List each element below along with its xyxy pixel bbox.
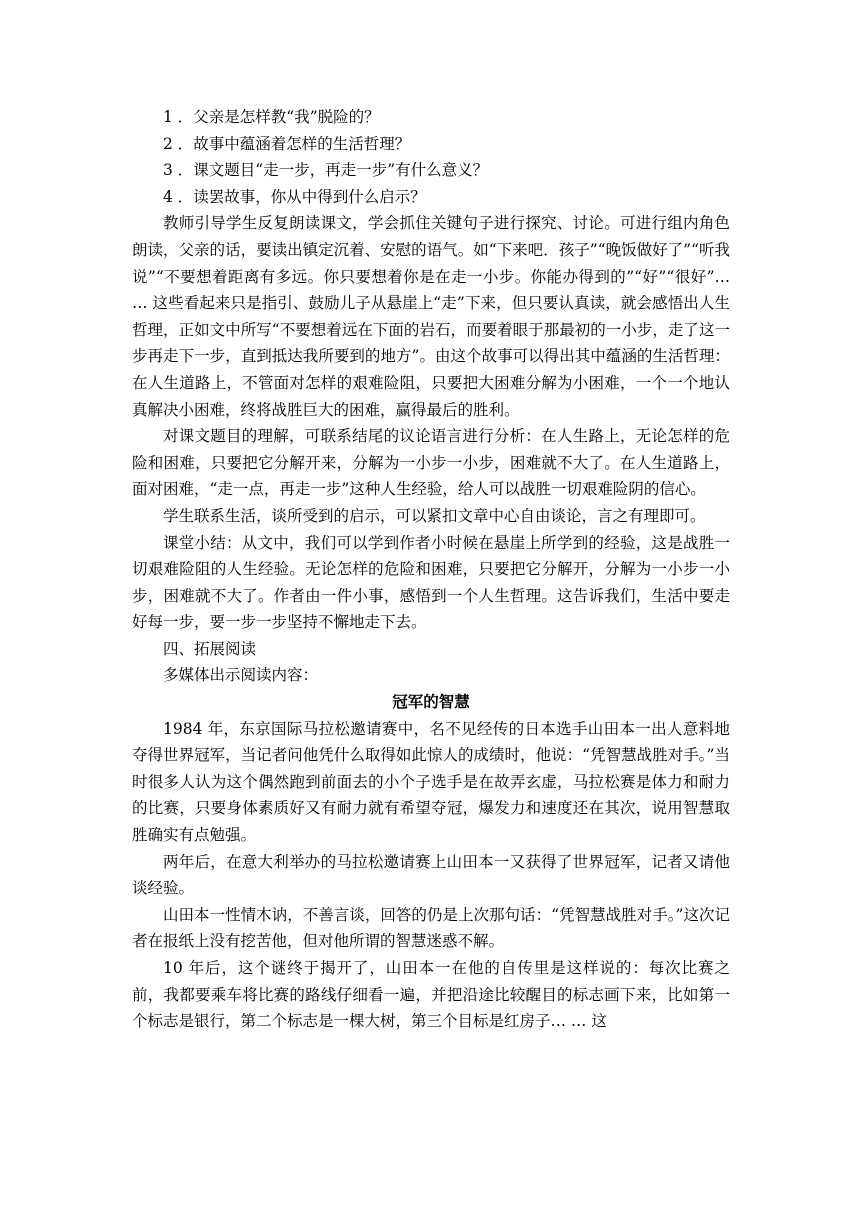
paragraph-title-analysis: 对课文题目的理解，可联系结尾的议论语言进行分析：在人生路上，无论怎样的危险和困难，只要把它分解开来，分解为一小步一小步，困难就不大了。在人生道路上，面对困难，“走一点，再走一步”这种人生经验，给人可以战胜一切艰难险阴的信心。 (132, 427, 730, 499)
paragraph-class-summary: 课堂小结：从文中，我们可以学到作者小时候在悬崖上所学到的经验，这是战胜一切艰难险阻的人生经验。无论怎样的危险和困难，只要把它分解开，分解为一小步一小步，困难就不大了。作者由一件小事，感悟到一个人生哲理。这告诉我们，生活中要走好每一步，要一步一步坚持不懈地走下去。 (132, 533, 730, 632)
question-4: 4 ．读罢故事，你从中得到什么启示？ (163, 187, 426, 206)
reading-paragraph-3: 山田本一性情木讷，不善言谈，回答的仍是上次那句话：“凭智慧战胜对手。”这次记者在报纸上没有挖苦他，但对他所谓的智慧迷惑不解。 (132, 905, 730, 951)
media-intro: 多媒体出示阅读内容： (163, 666, 319, 685)
reading-paragraph-4: 10 年后，这个谜终于揭开了，山田本一在他的自传里是这样说的：每次比赛之前，我都要乘车将比赛的路线仔细看一遍，并把沿途比较醒目的标志画下来，比如第一个标志是银行，第二个标志是一棵大树，第三个目标是红房子… … 这 (132, 959, 730, 1031)
section-heading: 四、拓展阅读 (163, 639, 257, 658)
paragraph-guide: 教师引导学生反复朗读课文，学会抓住关键句子进行探究、讨论。可进行组内角色朗读，父亲的话，要读出镇定沉着、安慰的语气。如“下来吧．孩子”“晚饭做好了”“听我说”“不要想着距离有多远。你只要想着你是在走一小步。你能办得到的”“好”“很好”… … 这些看起来只是指引、鼓励儿子从悬崖上“走”下来，但只要认真读，就会感悟出人生哲理，正如文中所写“不要想着远在下面的岩石，而要着眼于那最初的一小步，走了这一步再走下一步，直到抵达我所要到的地方”。由这个故事可以得出其中蕴涵的生活哲理：在人生道路上，不管面对怎样的艰难险阻，只要把大困难分解为小困难，一个一个地认真解决小困难，终将战胜巨大的困难，赢得最后的胜利。 (132, 214, 730, 419)
question-3: 3 ．课文题目“走一步，再走一步”有什么意义？ (163, 161, 489, 180)
reading-paragraph-1: 1984 年，东京国际马拉松邀请赛中，名不见经传的日本选手山田本一出人意料地夺得世界冠军，当记者问他凭什么取得如此惊人的成绩时，他说：“凭智慧战胜对手。”当时很多人认为这个偶然跑到前面去的小个子选手是在故弄玄虚，马拉松赛是体力和耐力的比赛，只要身体素质好又有耐力就有希望夺冠，爆发力和速度还在其次，说用智慧取胜确实有点勉强。 (132, 719, 730, 845)
reading-paragraph-2: 两年后，在意大利举办的马拉松邀请赛上山田本一又获得了世界冠军，记者又请他谈经验。 (132, 852, 730, 898)
reading-title: 冠军的智慧 (392, 693, 470, 712)
paragraph-life-connection: 学生联系生活，谈所受到的启示，可以紧扣文章中心自由谈论，言之有理即可。 (163, 506, 706, 525)
question-2: 2 ．故事中蕴涵着怎样的生活哲理？ (163, 134, 411, 153)
document-body (132, 104, 730, 1035)
question-1: 1 ．父亲是怎样教“我”脱险的？ (163, 108, 380, 126)
